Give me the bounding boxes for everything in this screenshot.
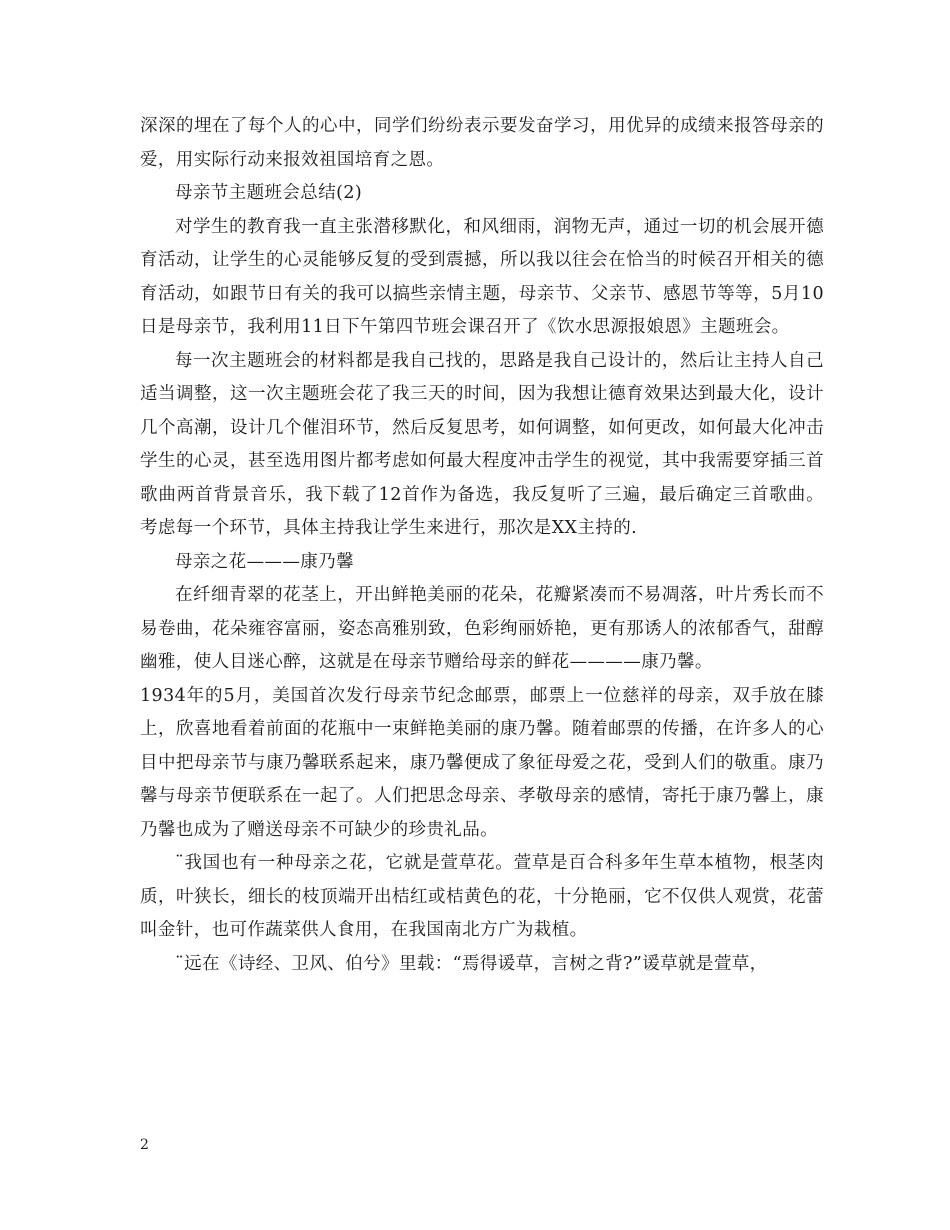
paragraph: ¨远在《诗经、卫风、伯兮》里载：“焉得谖草，言树之背?”谖草就是萱草，: [175, 953, 768, 974]
document-page: [140, 110, 824, 981]
section-heading: 母亲之花———康乃馨: [175, 551, 354, 572]
paragraph-continuation: 1934年的5月，美国首次发行母亲节纪念邮票，邮票上一位慈祥的母亲，双手放在膝上，欣喜地看着前面的花瓶中一束鲜艳美丽的康乃馨。随着邮票的传播，在许多人的心目中把母亲节与康乃馨联系起来，康乃馨便成了象征母爱之花，受到人们的敬重。康乃馨与母亲节便联系在一起了。人们把思念母亲、孝敬母亲的感情，寄托于康乃馨上，康乃馨也成为了赠送母亲不可缺少的珍贵礼品。: [140, 685, 824, 840]
paragraph-continuation: 深深的埋在了每个人的心中，同学们纷纷表示要发奋学习，用优异的成绩来报答母亲的爱，用实际行动来报效祖国培育之恩。: [140, 116, 824, 170]
section-heading: 母亲节主题班会总结(2): [175, 183, 363, 203]
paragraph: 对学生的教育我一直主张潜移默化，和风细雨，润物无声，通过一切的机会展开德育活动，让学生的心灵能够反复的受到震撼，所以我以往会在恰当的时候召开相关的德育活动，如跟节日有关的我可以搞些亲情主题，母亲节、父亲节、感恩节等等，5月10日是母亲节，我利用11日下午第四节班会课召开了《饮水思源报娘恩》主题班会。: [140, 216, 824, 337]
paragraph: 在纤细青翠的花茎上，开出鲜艳美丽的花朵，花瓣紧凑而不易凋落，叶片秀长而不易卷曲，花朵雍容富丽，姿态高雅别致，色彩绚丽娇艳，更有那诱人的浓郁香气，甜醇幽雅，使人目迷心醉，这就是在母亲节赠给母亲的鲜花————康乃馨。: [140, 585, 824, 672]
paragraph: 每一次主题班会的材料都是我自己找的，思路是我自己设计的，然后让主持人自己适当调整，这一次主题班会花了我三天的时间，因为我想让德育效果达到最大化，设计几个高潮，设计几个催泪环节，然后反复思考，如何调整，如何更改，如何最大化冲击学生的心灵，甚至选用图片都考虑如何最大程度冲击学生的视觉，其中我需要穿插三首歌曲两首背景音乐，我下载了12首作为备选，我反复听了三遍，最后确定三首歌曲。考虑每一个环节，具体主持我让学生来进行，那次是XX主持的.: [140, 350, 824, 538]
page-number: 2: [140, 1137, 149, 1153]
paragraph: ¨我国也有一种母亲之花，它就是萱草花。萱草是百合科多年生草本植物，根茎肉质，叶狭长，细长的枝顶端开出桔红或桔黄色的花，十分艳丽，它不仅供人观赏，花蕾叫金针，也可作蔬菜供人食用，在我国南北方广为栽植。: [140, 853, 824, 940]
